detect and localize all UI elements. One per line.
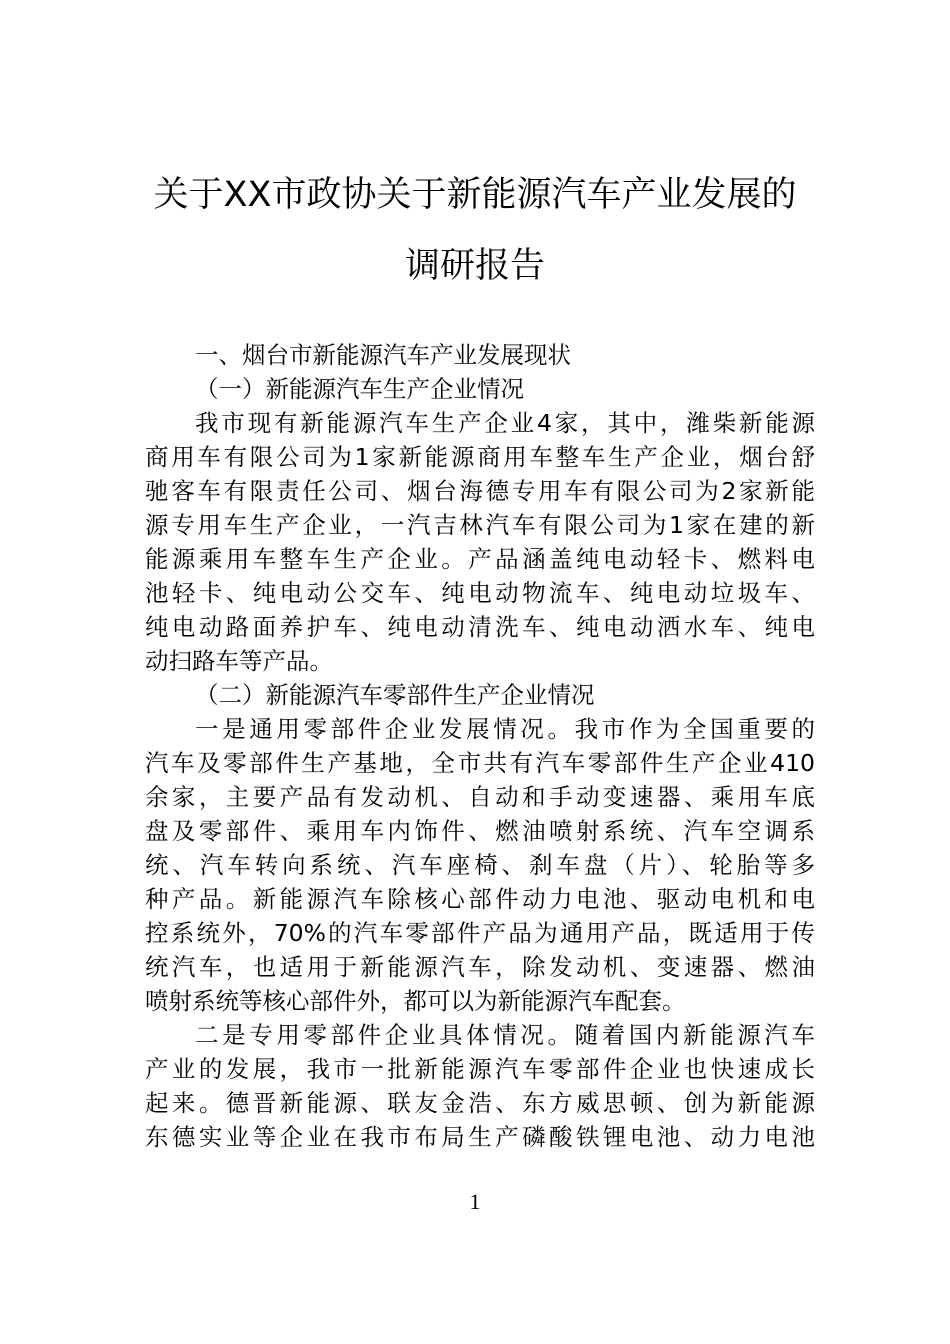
subsection-heading: （一）新能源汽车生产企业情况	[195, 375, 524, 403]
page-number: 1	[469, 1189, 481, 1214]
subsection-heading: （二）新能源汽车零部件生产企业情况	[195, 681, 595, 709]
paragraph-line: 驰客车有限责任公司、烟台海德专用车有限公司为2家新能	[145, 477, 815, 505]
paragraph-line: 余家，主要产品有发动机、自动和手动变速器、乘用车底	[145, 783, 815, 811]
paragraph-line: 能源乘用车整车生产企业。产品涵盖纯电动轻卡、燃料电	[145, 545, 815, 573]
paragraph-line: 池轻卡、纯电动公交车、纯电动物流车、纯电动垃圾车、	[145, 579, 815, 607]
paragraph-line: 汽车及零部件生产基地，全市共有汽车零部件生产企业410	[145, 749, 815, 777]
paragraph-line: 我市现有新能源汽车生产企业4家，其中，潍柴新能源	[195, 409, 815, 437]
paragraph-line: 盘及零部件、乘用车内饰件、燃油喷射系统、汽车空调系	[145, 817, 815, 845]
paragraph-line: 二是专用零部件企业具体情况。随着国内新能源汽车	[195, 1021, 815, 1049]
paragraph-line: 统汽车，也适用于新能源汽车，除发动机、变速器、燃油	[145, 953, 815, 981]
paragraph-line: 一是通用零部件企业发展情况。我市作为全国重要的	[195, 715, 815, 743]
paragraph-line: 喷射系统等核心部件外，都可以为新能源汽车配套。	[145, 987, 686, 1015]
document-title-line-2: 调研报告	[404, 246, 545, 286]
paragraph-line: 起来。德晋新能源、联友金浩、东方威思顿、创为新能源	[145, 1089, 815, 1117]
paragraph-line: 东德实业等企业在我市布局生产磷酸铁锂电池、动力电池	[145, 1123, 815, 1151]
paragraph-line: 种产品。新能源汽车除核心部件动力电池、驱动电机和电	[145, 885, 815, 913]
paragraph-line: 源专用车生产企业，一汽吉林汽车有限公司为1家在建的新	[145, 511, 815, 539]
paragraph-line: 商用车有限公司为1家新能源商用车整车生产企业，烟台舒	[145, 443, 815, 471]
paragraph-line: 产业的发展，我市一批新能源汽车零部件企业也快速成长	[145, 1055, 815, 1083]
document-title-line-1: 关于XX市政协关于新能源汽车产业发展的	[153, 175, 797, 215]
paragraph-line: 纯电动路面养护车、纯电动清洗车、纯电动洒水车、纯电	[145, 613, 815, 641]
paragraph-line: 控系统外，70%的汽车零部件产品为通用产品，既适用于传	[145, 919, 815, 947]
section-heading: 一、烟台市新能源汽车产业发展现状	[195, 341, 571, 369]
paragraph-line: 统、汽车转向系统、汽车座椅、刹车盘（片）、轮胎等多	[145, 851, 815, 879]
paragraph-line: 动扫路车等产品。	[145, 647, 333, 675]
